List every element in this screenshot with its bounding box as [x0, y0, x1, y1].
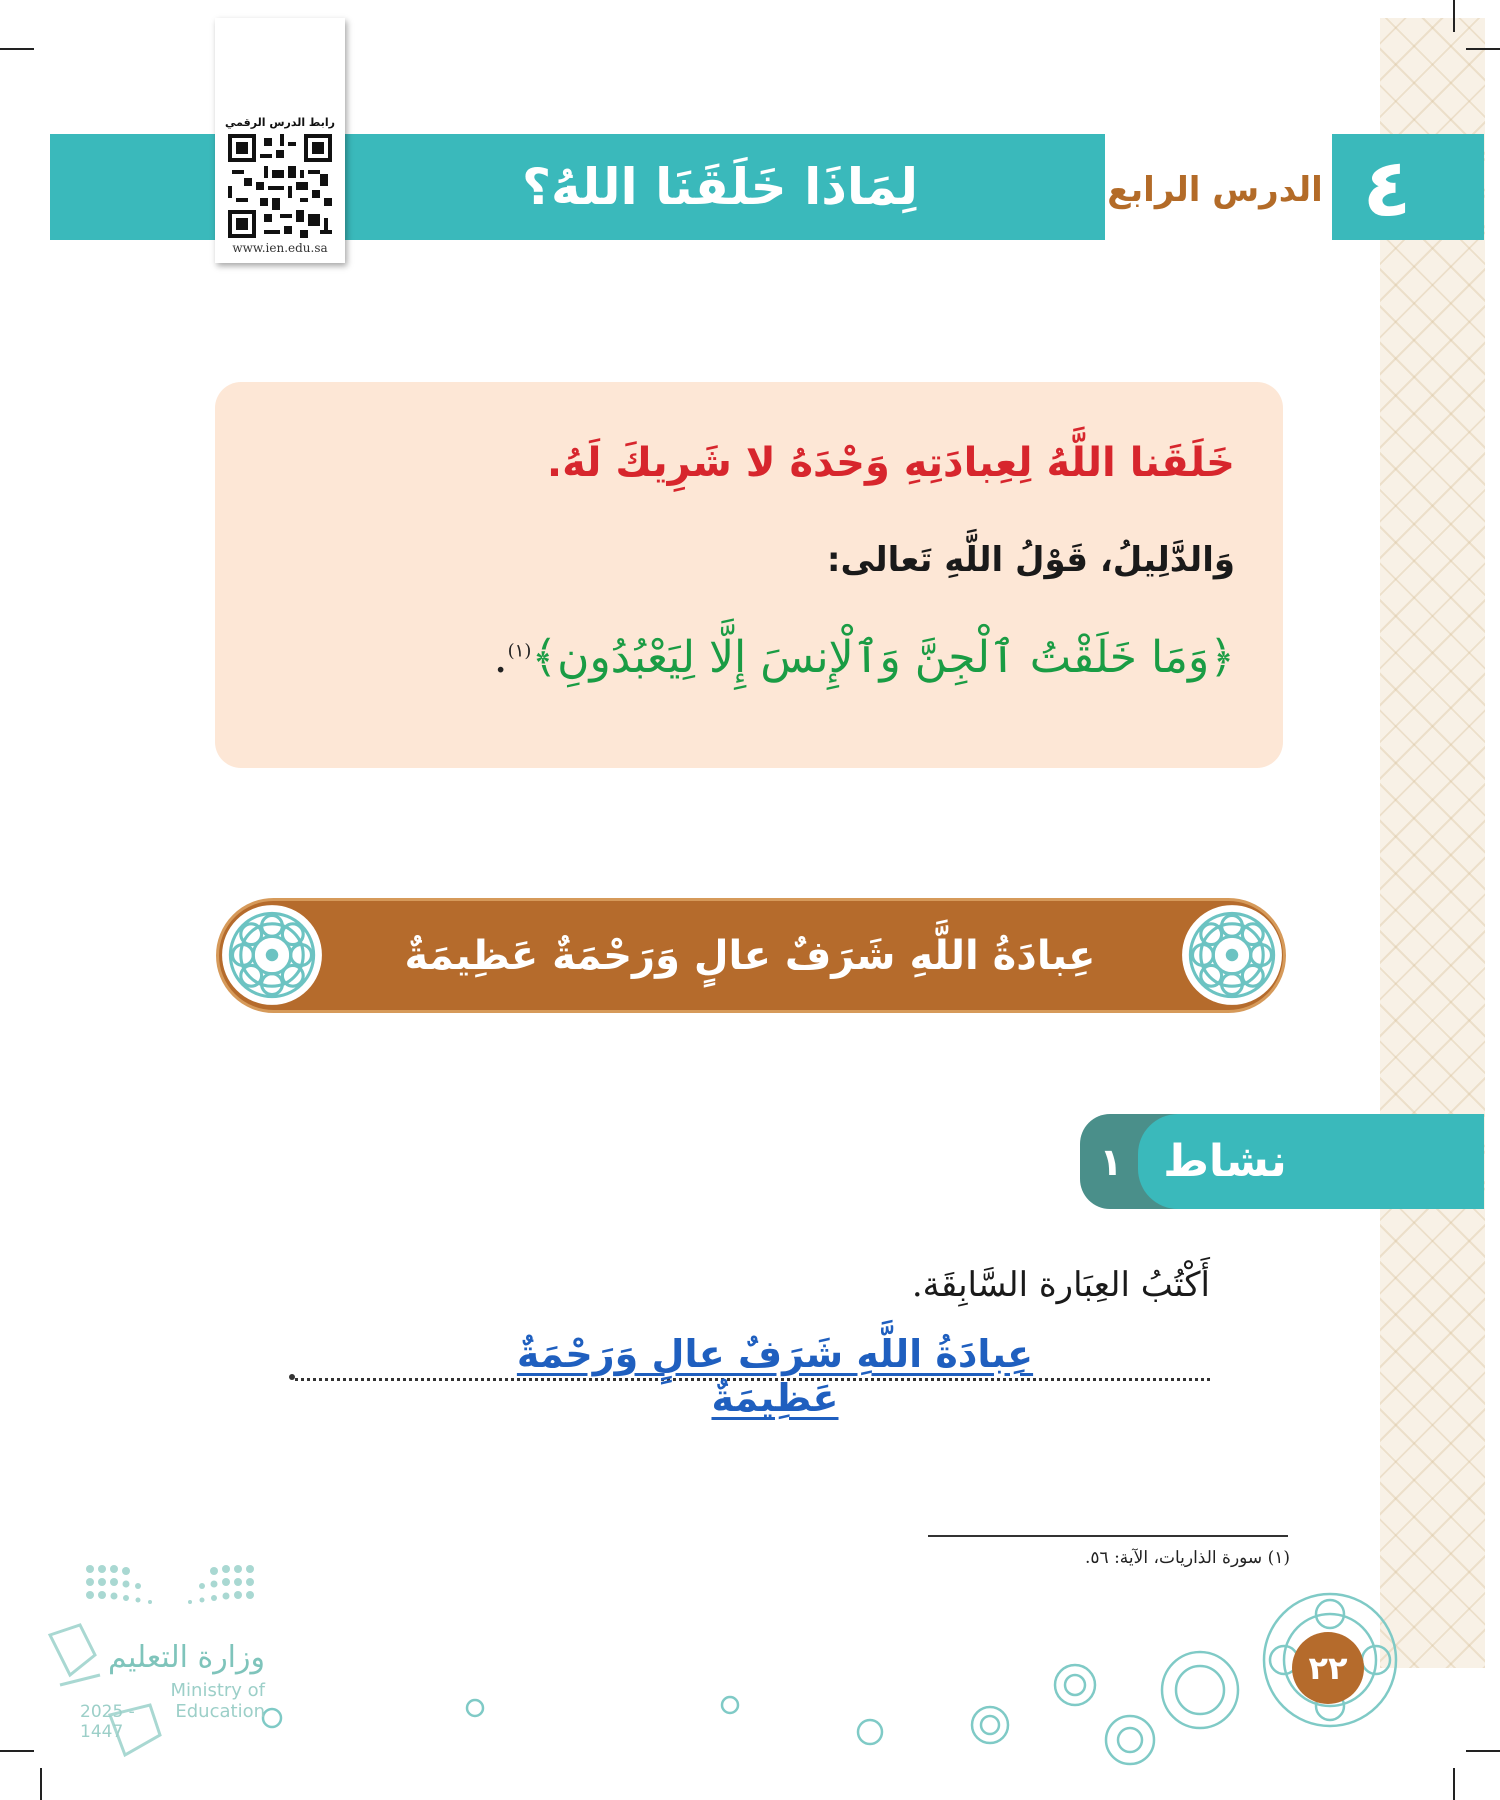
crop-mark [1466, 48, 1500, 50]
answer-end-dot [289, 1374, 295, 1380]
crop-mark [0, 1750, 34, 1752]
decorative-rosettes [250, 1580, 1400, 1780]
decorative-border-pattern [1380, 18, 1485, 1668]
page-number: ٢٢ [1292, 1632, 1364, 1704]
lesson-title: لِمَاذَا خَلَقَنَا اللهُ؟ [522, 158, 918, 216]
ministry-name-ar: وزارة التعليم [107, 1640, 265, 1675]
qr-code-icon[interactable] [228, 134, 332, 238]
main-statement: خَلَقَنا اللَّهُ لِعِبادَتِهِ وَحْدَهُ لا شَرِيكَ لَهُ. [546, 440, 1235, 486]
crop-mark [40, 1768, 42, 1800]
crop-mark [0, 48, 34, 50]
lesson-number: ٤ [1362, 140, 1412, 234]
footnote: (١) سورة الذاريات، الآية: ٥٦. [1085, 1548, 1290, 1568]
ministry-year: 2025 - 1447 [80, 1702, 135, 1742]
lesson-label: الدرس الرابع [1107, 170, 1323, 210]
crop-mark [1466, 1750, 1500, 1752]
footnote-rule [928, 1535, 1288, 1537]
qr-label: رابط الدرس الرقمي [225, 116, 335, 129]
crop-mark [1453, 1768, 1455, 1800]
verse-text: ﴿وَمَا خَلَقْتُ ٱلْجِنَّ وَٱلْإِنسَ إِلَّا لِيَعْبُدُونِ﴾ [531, 632, 1235, 683]
qr-url[interactable]: www.ien.edu.sa [232, 241, 328, 255]
footnote-ref: (١) [507, 640, 532, 662]
banner-text: عِبادَةُ اللَّهِ شَرَفٌ عالٍ وَرَحْمَةٌ عَظِيمَةٌ [404, 932, 1096, 979]
ministry-name-en: Ministry of Education [170, 1680, 265, 1722]
rosette-icon [220, 900, 324, 1010]
proof-intro: وَالدَّلِيلُ، قَوْلُ اللَّهِ تَعالى: [826, 540, 1235, 580]
quran-verse: ﴿وَمَا خَلَقْتُ ٱلْجِنَّ وَٱلْإِنسَ إِلَّا لِيَعْبُدُونِ﴾$^{(١)}$. [493, 632, 1235, 683]
crop-mark [1453, 0, 1455, 32]
handwritten-answer[interactable]: عِبادَةُ اللَّهِ شَرَفٌ عالٍ وَرَحْمَةٌ عَظِيمَةٌ [516, 1332, 1034, 1420]
activity-instruction: أَكْتُبُ العِبَارة السَّابِقَة. [911, 1265, 1210, 1305]
rosette-icon [1180, 900, 1284, 1010]
activity-number: ١ [1099, 1139, 1123, 1184]
activity-label: نشاط [1163, 1136, 1287, 1187]
